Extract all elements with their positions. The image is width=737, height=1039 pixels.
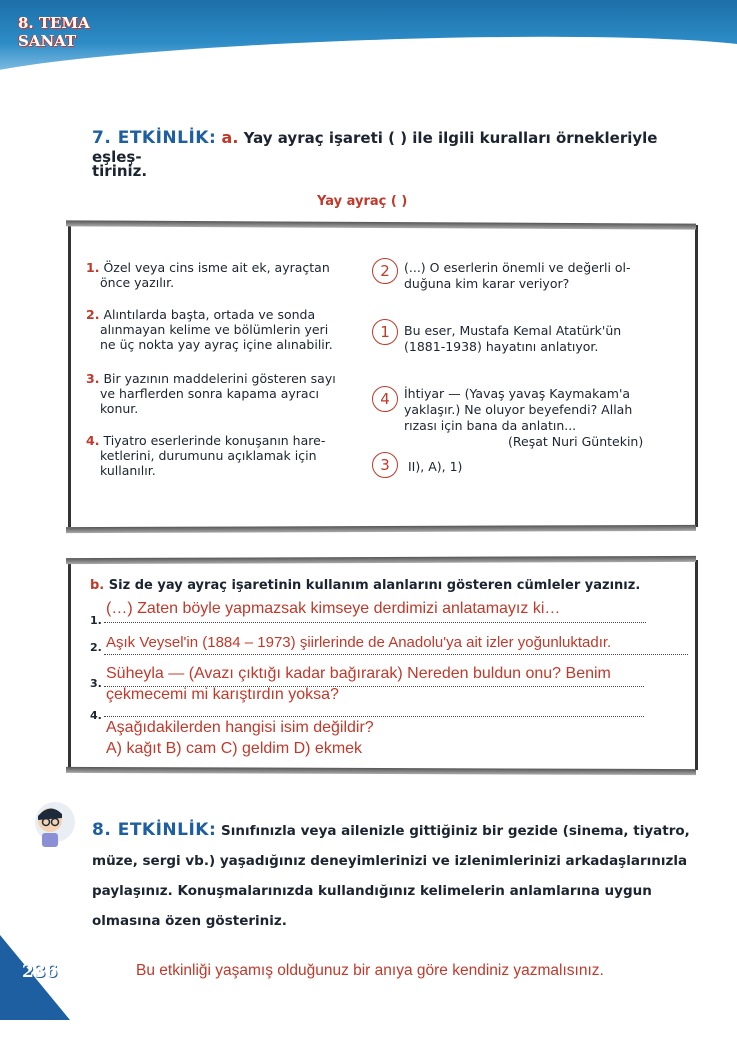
exercise-8-text: Sınıfınızla veya ailenizle gittiğiniz bir gezide (sinema, tiyatro, müze, sergi vb.) yaşadığınız deneyimlerinizi ve izlenimlerinizi arkadaşlarınızla paylaşınız. Konuşmalarınızda kullandığınız kelimelerin anlamlarına uygun olmasına özen gösteriniz. (92, 823, 690, 929)
line-number: 4. (90, 709, 102, 722)
example-item: Bu eser, Mustafa Kemal Atatürk'ün (1881-1938) hayatını anlatıyor. (404, 323, 622, 354)
sub-label: a. (221, 128, 239, 147)
exercise-7-heading (92, 128, 692, 166)
writing-line (104, 716, 644, 717)
writing-line (104, 654, 688, 655)
banner-wave (0, 26, 737, 96)
rule-item: 1. Özel veya cins isme ait ek, ayraçtan önce yazılır. (86, 260, 330, 290)
student-avatar-icon (28, 800, 82, 854)
handwritten-answer: Aşağıdakilerden hangisi isim değildir? (106, 719, 374, 736)
card-bottom-edge (66, 525, 696, 533)
handwritten-note: Bu etkinliği yaşamış olduğunuz bir anıya göre kendiniz yazmalısınız. (136, 962, 604, 979)
rule-item: 2. Alıntılarda başta, ortada ve sonda alınmayan kelime ve bölümlerin yeri ne üç nokta yay ayraç içine alınabilir. (86, 307, 333, 352)
page-number: 236 (22, 962, 58, 982)
example-item: II), A), 1) (408, 459, 463, 474)
example-item: (...) O eserlerin önemli ve değerli ol- duğuna kim karar veriyor? (404, 260, 631, 291)
card-bottom-edge (66, 767, 696, 775)
handwritten-answer: çekmecemi mi karıştırdın yoksa? (106, 686, 339, 703)
theme-banner (0, 0, 737, 96)
exercise-8 (92, 815, 692, 936)
line-number: 1. (90, 614, 102, 627)
part-b-question: b. Siz de yay ayraç işaretinin kullanım alanlarını gösteren cümleler yazınız. (90, 578, 641, 593)
answer-circle: 1 (372, 319, 398, 345)
answer-circle: 4 (372, 386, 398, 412)
answer-circle: 2 (372, 258, 398, 284)
handwritten-answer: Süheyla — (Avazı çıktığı kadar bağırarak) Nereden buldun onu? Benim (106, 665, 611, 682)
example-item: İhtiyar — (Yavaş yavaş Kaymakam'a yaklaşır.) Ne oluyor beyefendi? Allah rızası için bana da anlatın... (Reşat Nuri Güntekin) (404, 386, 644, 449)
exercise-text-line1: Yay ayraç işareti ( ) ile ilgili kuralları örnekleriyle eşleş- (92, 129, 658, 166)
line-number: 2. (90, 641, 102, 654)
answer-circle: 3 (372, 452, 398, 478)
section-subtitle: Yay ayraç ( ) (317, 194, 408, 209)
handwritten-answer: A) kağıt B) cam C) geldim D) ekmek (106, 740, 363, 757)
exercise-label: 8. ETKİNLİK: (92, 820, 217, 840)
rule-item: 3. Bir yazının maddelerini gösteren sayı ve harflerden sonra kapama ayracı konur. (86, 371, 336, 416)
theme-title: 8. TEMA SANAT (18, 14, 90, 50)
writing-line (104, 622, 646, 623)
exercise-7-heading-line2: tiriniz. (92, 162, 148, 180)
exercise-label: 7. ETKİNLİK: (92, 128, 217, 148)
line-number: 3. (90, 677, 102, 690)
handwritten-answer: (…) Zaten böyle yapmazsak kimseye derdimizi anlatamayız ki… (106, 600, 561, 617)
handwritten-answer: Aşık Veysel'in (1884 – 1973) şiirlerinde de Anadolu'ya ait izler yoğunluktadır. (106, 634, 612, 651)
rule-item: 4. Tiyatro eserlerinde konuşanın hare- ketlerini, durumunu açıklamak için kullanılır. (86, 433, 326, 478)
